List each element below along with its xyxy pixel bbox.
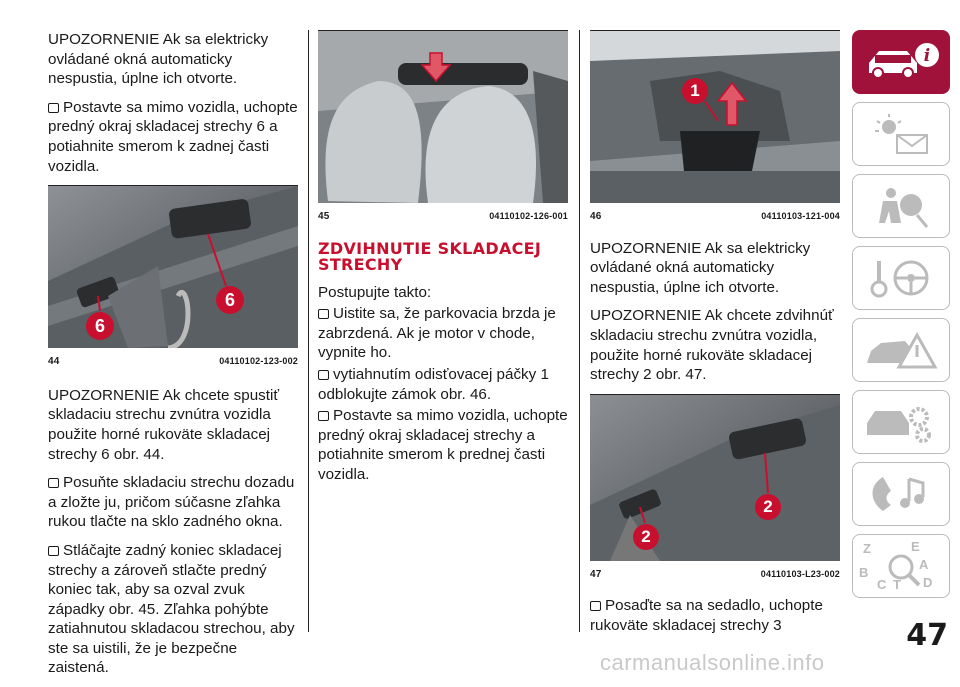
page-number: 47 <box>906 618 948 653</box>
checkbox-bullet-icon <box>48 103 59 113</box>
column-divider-1 <box>308 30 309 632</box>
checkbox-bullet-icon <box>318 370 329 380</box>
step-press-latch: Stláčajte zadný koniec skladacej strechy a zároveň stlačte predný koniec tak, aby sa ozval zvuk západky obr. 45. Zľahka pohýbte zatiahnutou skladacou strechou, aby ste sa uistili, že je bezpečne zaistená. <box>48 541 295 677</box>
column-divider-2 <box>579 30 580 632</box>
car-info-icon <box>861 39 941 85</box>
car-service-gears-icon <box>861 399 941 445</box>
steering-wheel-key-icon <box>861 255 941 301</box>
callout-6-left-label: 6 <box>94 316 105 337</box>
tab-safety[interactable] <box>852 174 950 238</box>
figure-46 <box>590 30 840 227</box>
notice-raise-roof: UPOZORNENIE Ak chcete zdvihnúť skladaciu strechu zvnútra vozidla, použite horné rukoväte skladacej strechy 2 obr. 47. <box>590 307 834 384</box>
figure-47 <box>590 394 840 585</box>
checkbox-bullet-icon <box>48 546 59 556</box>
svg-text:i: i <box>923 46 931 66</box>
checkbox-bullet-icon <box>590 601 601 611</box>
airbag-safety-icon <box>861 183 941 229</box>
figure-46-caption: 46 04110103-121-004 <box>590 211 840 222</box>
emergency-breakdown-icon <box>861 327 941 373</box>
checkbox-bullet-icon <box>318 309 329 319</box>
figure-44-caption: 44 04110102-123-002 <box>48 356 298 368</box>
warning-lights-icon <box>861 111 941 157</box>
step-slide-roof: Posuňte skladaciu strechu dozadu a zložte ju, pričom súčasne zľahka rukou tlačte na sklo zadného okna. <box>48 474 295 531</box>
notice-windows: UPOZORNENIE Ak sa elektricky ovládané okná automaticky nespustia, úplne ich otvorte. <box>48 31 269 88</box>
chapter-tabs <box>852 30 952 606</box>
photo-folded-roof-seats <box>318 31 568 203</box>
column-1 <box>48 30 298 687</box>
intro: Postupujte takto: <box>318 283 432 301</box>
step-parking-brake: Uistite sa, že parkovacia brzda je zabrzdená. Ak je motor v chode, vypnite ho. <box>318 305 556 362</box>
notice-lower-roof: UPOZORNENIE Ak chcete spustiť skladaciu strechu zvnútra vozidla použite horné rukoväte skladacej strechy 6 obr. 44. <box>48 386 280 463</box>
tab-starting-driving[interactable] <box>852 246 950 310</box>
index-letter: T <box>893 577 901 592</box>
step-pull-roof-back: Postavte sa mimo vozidla, uchopte predný okraj skladacej strechy 6 a potiahnite smerom k zadnej časti vozidla. <box>48 98 298 175</box>
photo-roof-handles-raise <box>590 395 840 561</box>
index-letter: E <box>911 539 920 554</box>
photo-release-lever <box>590 31 840 203</box>
index-letter: B <box>859 565 869 580</box>
callout-1-label: 1 <box>690 81 700 100</box>
tab-warning-lights[interactable] <box>852 102 950 166</box>
step-release-lever: vytiahnutím odisťovacej páčky 1 odblokujte zámok obr. 46. <box>318 365 549 403</box>
callout-6-right-label: 6 <box>224 290 235 311</box>
tab-multimedia[interactable] <box>852 462 950 526</box>
figure-44 <box>48 185 298 372</box>
tab-emergency[interactable] <box>852 318 950 382</box>
figure-45-caption: 45 04110102-126-001 <box>318 211 568 222</box>
callout-2-right-label: 2 <box>763 496 773 516</box>
figure-47-caption: 47 04110103-L23-002 <box>590 568 840 580</box>
notice-windows-2: UPOZORNENIE Ak sa elektricky ovládané okná automaticky nespustia, úplne ich otvorte. <box>590 239 811 296</box>
section-heading: ZDVIHNUTIE SKLADACEJ STRECHY <box>318 238 542 274</box>
column-2 <box>318 30 568 494</box>
callout-2-left-label: 2 <box>641 526 651 546</box>
multimedia-music-icon <box>861 471 941 517</box>
index-letter: A <box>919 557 929 572</box>
figure-45 <box>318 30 568 227</box>
tab-index[interactable] <box>852 534 950 598</box>
column-3 <box>590 30 840 645</box>
step-pull-roof-forward: Postavte sa mimo vozidla, uchopte predný okraj skladacej strechy a potiahnite smerom k prednej časti vozidla. <box>318 407 568 483</box>
checkbox-bullet-icon <box>48 478 59 488</box>
tab-car-info[interactable] <box>852 30 950 94</box>
index-letter: D <box>923 575 933 590</box>
step-sit-grab-handles: Posaďte sa na sedadlo, uchopte rukoväte skladacej strechy 3 <box>590 597 823 634</box>
index-letter: C <box>877 577 887 592</box>
watermark: carmanualsonline.info <box>600 650 825 675</box>
index-letter: Z <box>863 541 871 556</box>
tab-maintenance[interactable] <box>852 390 950 454</box>
checkbox-bullet-icon <box>318 411 329 421</box>
